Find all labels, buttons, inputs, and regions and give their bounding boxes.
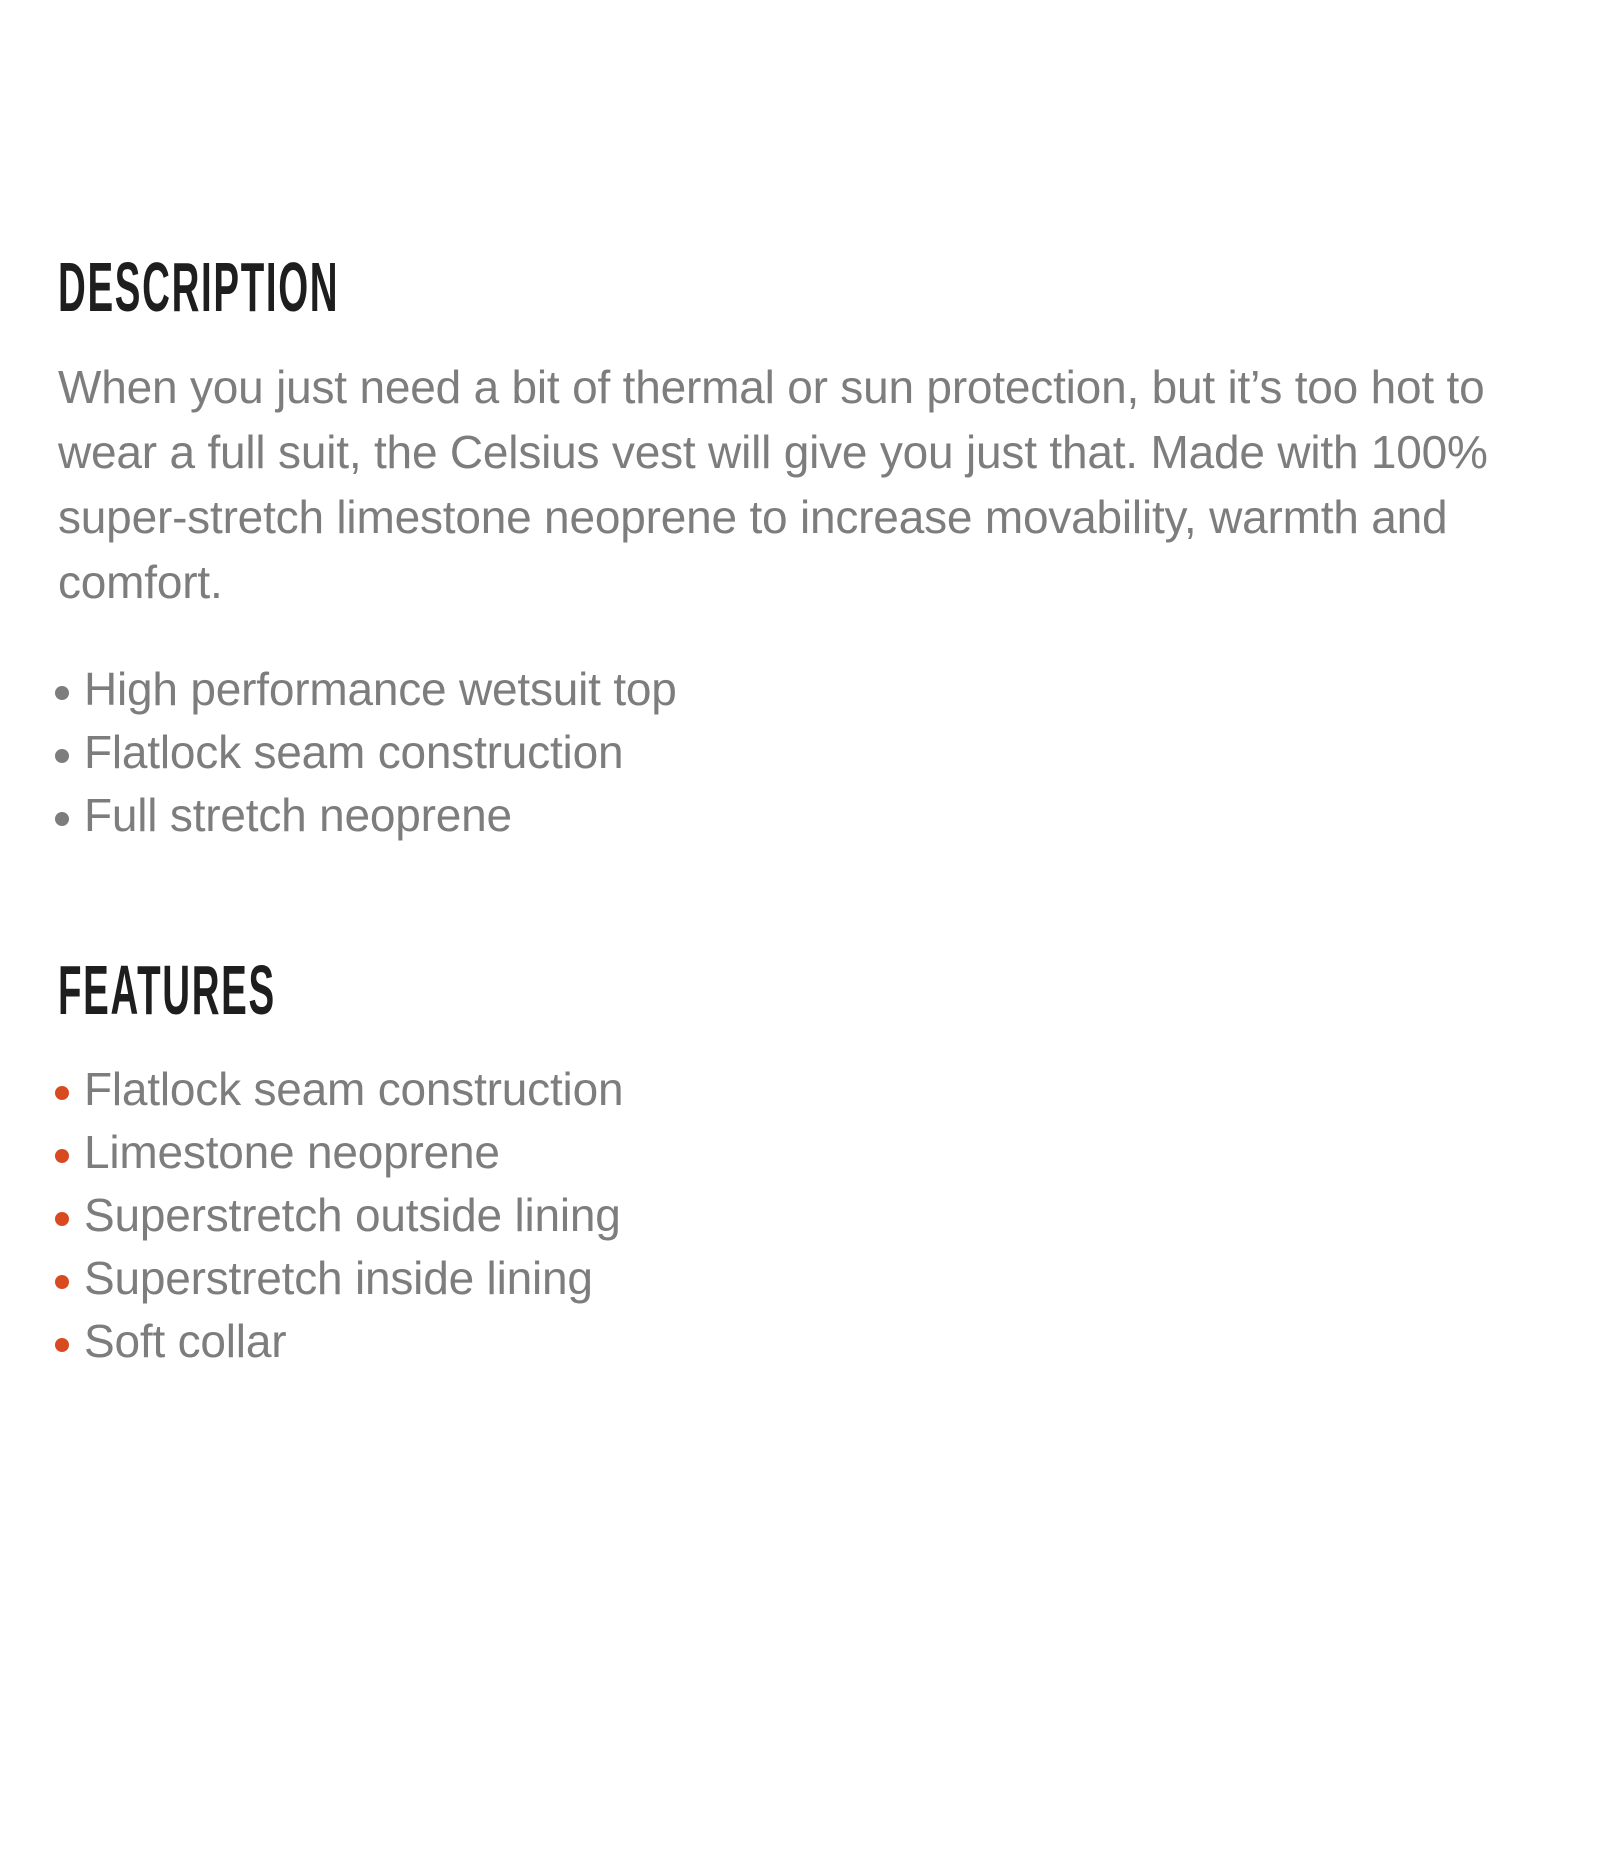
description-heading — [58, 248, 1550, 326]
paragraph-line: When you just need a bit of thermal or sun protection, but it’s too hot to — [58, 361, 1485, 413]
description-list-item: High performance wetsuit top — [58, 658, 1550, 721]
feature-list-item: Limestone neoprene — [58, 1121, 1550, 1184]
features-heading — [58, 951, 1550, 1029]
description-list-item: Full stretch neoprene — [58, 784, 1550, 847]
feature-list-item: Superstretch inside lining — [58, 1247, 1550, 1310]
description-bullet-list — [58, 658, 1550, 847]
features-section — [58, 951, 1550, 1373]
description-heading-text: DESCRIPTION — [58, 248, 340, 326]
paragraph-line: comfort. — [58, 556, 223, 608]
features-heading-text: FEATURES — [58, 951, 276, 1029]
paragraph-line: super-stretch limestone neoprene to increase movability, warmth and — [58, 491, 1448, 543]
feature-list-item: Soft collar — [58, 1310, 1550, 1373]
feature-list-item: Flatlock seam construction — [58, 1058, 1550, 1121]
features-bullet-list — [58, 1058, 1550, 1373]
description-section — [58, 248, 1550, 847]
feature-list-item: Superstretch outside lining — [58, 1184, 1550, 1247]
paragraph-line: wear a full suit, the Celsius vest will give you just that. Made with 100% — [58, 426, 1488, 478]
product-details-page — [0, 248, 1600, 1852]
description-paragraph — [58, 355, 1550, 615]
description-list-item: Flatlock seam construction — [58, 721, 1550, 784]
